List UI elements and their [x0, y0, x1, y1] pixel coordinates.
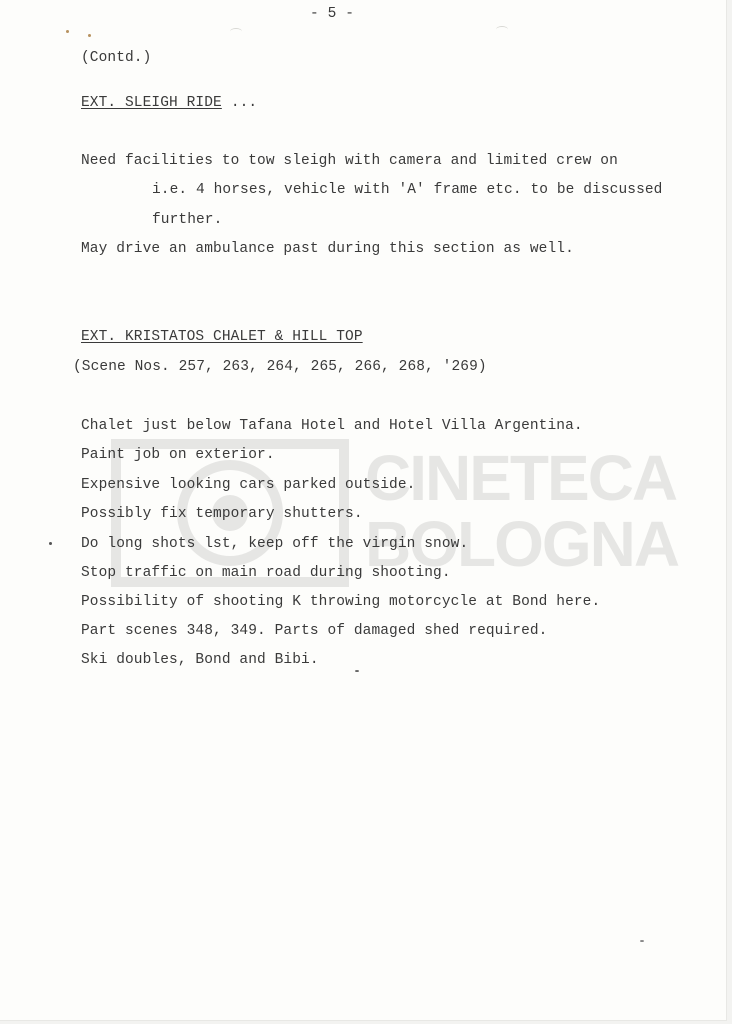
watermark-line-2: BOLOGNA: [365, 508, 679, 580]
text-line: May drive an ambulance past during this section as well.: [81, 241, 574, 257]
heading-sleigh-ride-text: EXT. SLEIGH RIDE: [81, 95, 222, 111]
heading-sleigh-ride: [81, 95, 257, 111]
paper-speck: [230, 28, 242, 35]
text-line: Chalet just below Tafana Hotel and Hotel Villa Argentina.: [81, 418, 583, 434]
paper-speck: [355, 670, 359, 672]
text-line: further.: [152, 212, 223, 228]
text-line: Do long shots lst, keep off the virgin snow.: [81, 536, 469, 552]
heading-kristatos-chalet-text: EXT. KRISTATOS CHALET & HILL TOP: [81, 329, 363, 345]
text-line: Ski doubles, Bond and Bibi.: [81, 652, 319, 668]
heading-kristatos-chalet: [81, 329, 363, 345]
watermark-line-1: CINETECA: [365, 442, 677, 514]
text-line: Possibly fix temporary shutters.: [81, 506, 363, 522]
heading-sleigh-ride-ellipsis: ...: [230, 95, 258, 111]
text-line: Expensive looking cars parked outside.: [81, 477, 416, 493]
text-line: i.e. 4 horses, vehicle with 'A' frame etc. to be discussed: [152, 182, 663, 198]
text-line: Need facilities to tow sleigh with camera and limited crew on: [81, 153, 618, 169]
text-line: Paint job on exterior.: [81, 447, 275, 463]
text-line: Stop traffic on main road during shooting.: [81, 565, 451, 581]
paper-speck: [88, 34, 91, 37]
paper-speck: [496, 26, 508, 33]
text-line: Part scenes 348, 349. Parts of damaged shed required.: [81, 623, 548, 639]
page-number: - 5 -: [310, 6, 355, 22]
paper-speck: [49, 542, 52, 545]
scene-numbers: (Scene Nos. 257, 263, 264, 265, 266, 268, '269): [73, 359, 487, 375]
text-line: Possibility of shooting K throwing motorcycle at Bond here.: [81, 594, 601, 610]
paper-speck: [66, 30, 69, 33]
paper-speck: [640, 940, 644, 942]
contd-note: (Contd.): [81, 50, 152, 66]
